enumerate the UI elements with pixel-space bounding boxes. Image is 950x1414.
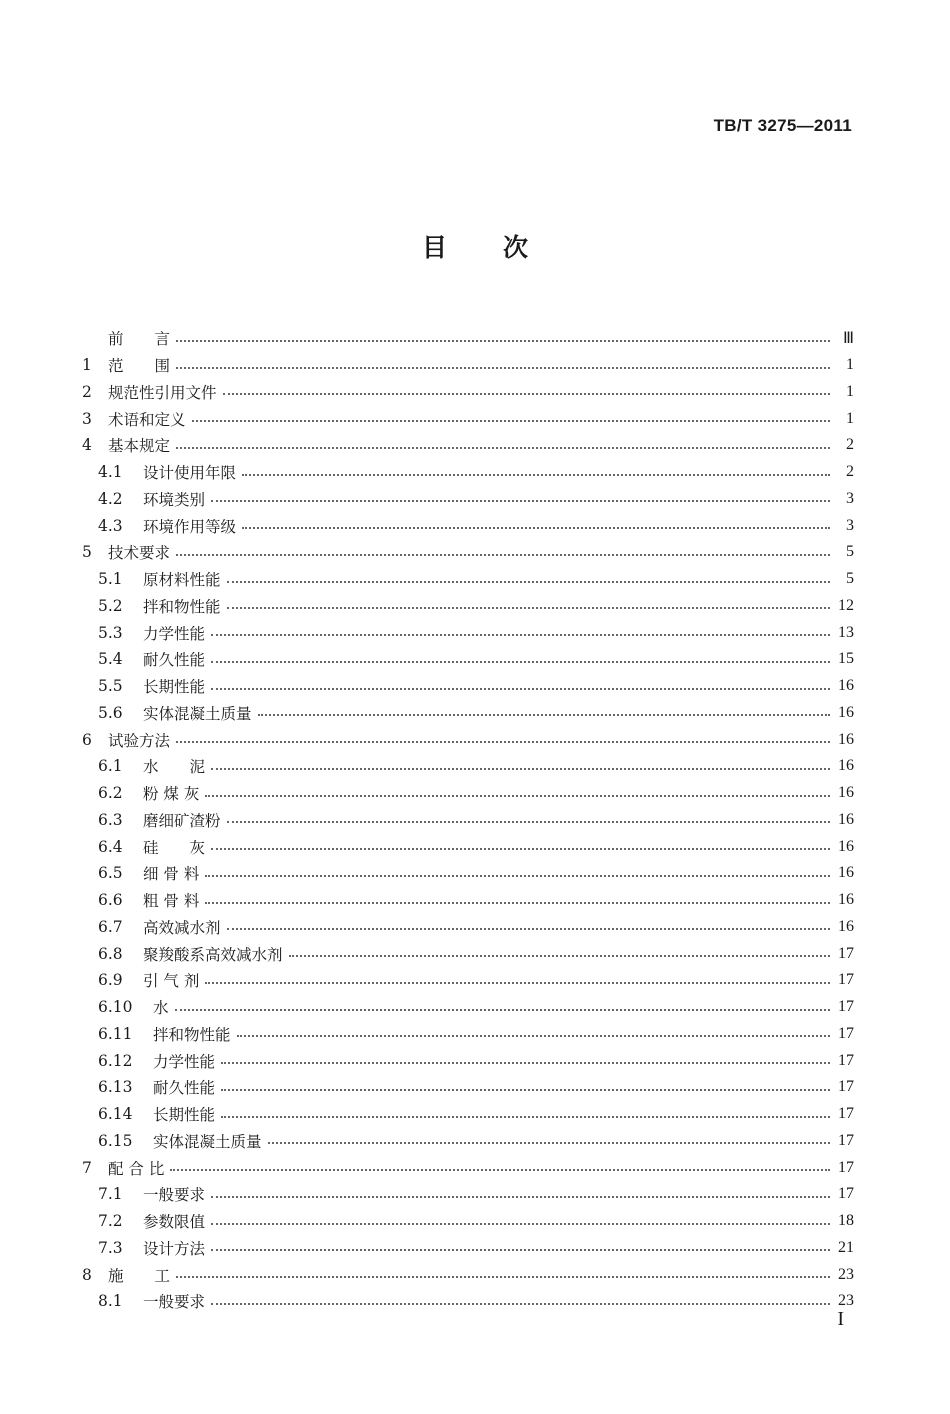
section-number: 6.7 — [98, 917, 123, 936]
section-title: 参数限值 — [143, 1213, 206, 1232]
toc-entry[interactable] — [82, 459, 854, 486]
toc-entry[interactable] — [82, 566, 854, 593]
toc-entry[interactable] — [82, 432, 854, 459]
toc-entry[interactable] — [82, 1047, 854, 1074]
section-number: 6.2 — [98, 784, 123, 803]
dot-leader — [205, 901, 830, 904]
page-ref: 17 — [838, 1105, 854, 1123]
section-title: 高效减水剂 — [143, 918, 221, 937]
page-ref: 16 — [838, 917, 854, 935]
section-number: 5.6 — [98, 703, 123, 722]
section-number: 4.3 — [98, 516, 123, 535]
section-title: 长期性能 — [153, 1106, 216, 1125]
section-title: 硅 灰 — [143, 838, 206, 857]
document-code: TB/T 3275—2011 — [713, 116, 852, 135]
section-title: 拌和物性能 — [143, 597, 221, 616]
toc-entry[interactable] — [82, 646, 854, 673]
section-title: 聚羧酸系高效减水剂 — [143, 945, 283, 964]
dot-leader — [176, 366, 830, 369]
page-ref: 17 — [838, 1131, 854, 1149]
section-number: 6.4 — [98, 837, 123, 856]
dot-leader — [176, 1275, 830, 1278]
toc-entry[interactable] — [82, 860, 854, 887]
page-ref: 17 — [838, 944, 854, 962]
section-number: 4.2 — [98, 489, 123, 508]
section-number: 6.5 — [98, 864, 123, 883]
page-ref: 16 — [838, 784, 854, 802]
dot-leader — [221, 1061, 830, 1064]
toc-entry[interactable] — [82, 833, 854, 860]
dot-leader — [211, 499, 830, 502]
page-ref: 17 — [838, 998, 854, 1016]
dot-leader — [205, 981, 830, 984]
dot-leader — [268, 1141, 830, 1144]
section-title: 原材料性能 — [143, 571, 221, 590]
section-number: 6.11 — [98, 1024, 133, 1043]
page-ref: 3 — [846, 516, 854, 534]
dot-leader — [227, 820, 830, 823]
page-ref: 17 — [838, 1185, 854, 1203]
section-title: 技术要求 — [108, 544, 171, 563]
page-ref: 16 — [838, 757, 854, 775]
page-ref: 17 — [838, 1078, 854, 1096]
section-title: 设计方法 — [143, 1239, 206, 1258]
page-ref: 2 — [846, 436, 854, 454]
page-ref: Ⅲ — [842, 330, 854, 348]
dot-leader — [176, 553, 830, 556]
toc-entry[interactable] — [82, 1261, 854, 1288]
page-ref: 15 — [838, 650, 854, 668]
section-number: 6.15 — [98, 1131, 133, 1150]
section-title: 试验方法 — [108, 731, 171, 750]
page-ref: 17 — [838, 1024, 854, 1042]
section-title: 规范性引用文件 — [108, 383, 217, 402]
page-ref: 3 — [846, 489, 854, 507]
section-title: 范 围 — [108, 357, 171, 376]
section-number: 6.8 — [98, 944, 123, 963]
section-title: 一般要求 — [143, 1293, 206, 1312]
dot-leader — [242, 526, 830, 529]
dot-leader — [211, 687, 830, 690]
section-title: 实体混凝土质量 — [153, 1132, 262, 1151]
section-number: 6.1 — [98, 757, 123, 776]
dot-leader — [223, 392, 830, 395]
toc-entry[interactable] — [82, 1235, 854, 1262]
page-ref: 13 — [838, 623, 854, 641]
section-title: 粉 煤 灰 — [143, 785, 200, 804]
toc-entry[interactable] — [82, 940, 854, 967]
page-ref: 23 — [838, 1265, 854, 1283]
section-number: 6.13 — [98, 1078, 133, 1097]
toc-entry[interactable] — [82, 593, 854, 620]
page-ref: 16 — [838, 810, 854, 828]
section-number: 5.1 — [98, 570, 123, 589]
section-number: 4.1 — [98, 463, 123, 482]
section-title: 粗 骨 料 — [143, 892, 200, 911]
dot-leader — [258, 713, 830, 716]
dot-leader — [211, 633, 830, 636]
toc-entry[interactable] — [82, 1208, 854, 1235]
toc-entry[interactable] — [82, 1128, 854, 1155]
dot-leader — [221, 1115, 830, 1118]
section-title: 环境类别 — [143, 490, 206, 509]
dot-leader — [176, 339, 830, 342]
toc-entry[interactable] — [82, 1288, 854, 1315]
dot-leader — [237, 1034, 830, 1037]
section-number: 7.3 — [98, 1238, 123, 1257]
page-ref: 16 — [838, 703, 854, 721]
section-title: 水 — [153, 999, 169, 1018]
dot-leader — [227, 580, 830, 583]
section-title: 实体混凝土质量 — [143, 704, 252, 723]
section-title: 拌和物性能 — [153, 1025, 231, 1044]
toc-entry[interactable] — [82, 486, 854, 513]
dot-leader — [211, 847, 830, 850]
section-title: 环境作用等级 — [143, 517, 237, 536]
section-number: 4 — [82, 436, 92, 455]
page-ref: 16 — [838, 864, 854, 882]
section-title: 细 骨 料 — [143, 865, 200, 884]
section-title: 配 合 比 — [108, 1159, 165, 1178]
section-title: 一般要求 — [143, 1186, 206, 1205]
dot-leader — [211, 1222, 830, 1225]
section-number: 5.2 — [98, 596, 123, 615]
page-ref: 17 — [838, 1051, 854, 1069]
page-ref: 1 — [846, 409, 854, 427]
dot-leader — [227, 927, 830, 930]
page-ref: 16 — [838, 837, 854, 855]
dot-leader — [242, 473, 830, 476]
dot-leader — [227, 606, 830, 609]
section-number: 6.14 — [98, 1105, 133, 1124]
section-number: 1 — [82, 356, 92, 375]
section-title: 前 言 — [108, 330, 171, 349]
section-number: 5.3 — [98, 623, 123, 642]
dot-leader — [176, 740, 830, 743]
toc-entry[interactable] — [82, 1154, 854, 1181]
dot-leader — [221, 1088, 830, 1091]
section-number: 7.2 — [98, 1212, 123, 1231]
page-title — [0, 228, 950, 264]
toc-entry[interactable] — [82, 325, 854, 352]
section-number: 5.5 — [98, 677, 123, 696]
table-of-contents — [82, 325, 854, 1315]
page-ref: 5 — [846, 543, 854, 561]
dot-leader — [289, 954, 830, 957]
dot-leader — [205, 794, 830, 797]
section-number: 5 — [82, 543, 92, 562]
section-number: 2 — [82, 382, 92, 401]
dot-leader — [170, 1168, 830, 1171]
dot-leader — [192, 419, 830, 422]
toc-entry[interactable] — [82, 914, 854, 941]
section-title: 耐久性能 — [153, 1079, 216, 1098]
page-ref: 17 — [838, 971, 854, 989]
title-char: 目 — [421, 233, 447, 262]
page-number: I — [837, 1308, 844, 1330]
dot-leader — [211, 1195, 830, 1198]
page-ref: 12 — [838, 596, 854, 614]
page-ref: 16 — [838, 677, 854, 695]
section-number: 8.1 — [98, 1292, 123, 1311]
page-ref: 16 — [838, 730, 854, 748]
toc-entry[interactable] — [82, 512, 854, 539]
section-number: 7.1 — [98, 1185, 123, 1204]
toc-entry[interactable] — [82, 967, 854, 994]
toc-entry[interactable] — [82, 700, 854, 727]
section-number: 6.12 — [98, 1051, 133, 1070]
section-title: 长期性能 — [143, 678, 206, 697]
section-title: 基本规定 — [108, 437, 171, 456]
toc-entry[interactable] — [82, 379, 854, 406]
section-title: 水 泥 — [143, 758, 206, 777]
section-number: 3 — [82, 409, 92, 428]
section-number: 7 — [82, 1158, 92, 1177]
section-title: 引 气 剂 — [143, 972, 200, 991]
section-title: 磨细矿渣粉 — [143, 811, 221, 830]
toc-entry[interactable] — [82, 994, 854, 1021]
toc-entry[interactable] — [82, 352, 854, 379]
section-number: 6.9 — [98, 971, 123, 990]
dot-leader — [211, 767, 830, 770]
toc-entry[interactable] — [82, 780, 854, 807]
section-title: 设计使用年限 — [143, 464, 237, 483]
toc-entry[interactable] — [82, 405, 854, 432]
dot-leader — [211, 1248, 830, 1251]
title-char: 次 — [503, 233, 529, 262]
toc-entry[interactable] — [82, 619, 854, 646]
section-title: 力学性能 — [153, 1052, 216, 1071]
section-title: 术语和定义 — [108, 410, 186, 429]
section-number: 6.10 — [98, 998, 133, 1017]
section-title: 力学性能 — [143, 624, 206, 643]
toc-entry[interactable] — [82, 1181, 854, 1208]
page-ref: 18 — [838, 1212, 854, 1230]
page-ref: 21 — [838, 1238, 854, 1256]
dot-leader — [205, 874, 830, 877]
page-ref: 23 — [838, 1292, 854, 1310]
page-ref: 1 — [846, 356, 854, 374]
dot-leader — [211, 1302, 830, 1305]
dot-leader — [175, 1008, 830, 1011]
section-number: 6.6 — [98, 891, 123, 910]
toc-entry[interactable] — [82, 1074, 854, 1101]
section-number: 6 — [82, 730, 92, 749]
toc-entry[interactable] — [82, 807, 854, 834]
page-ref: 2 — [846, 463, 854, 481]
section-title: 耐久性能 — [143, 651, 206, 670]
toc-entry[interactable] — [82, 539, 854, 566]
toc-entry[interactable] — [82, 673, 854, 700]
toc-entry[interactable] — [82, 753, 854, 780]
toc-entry[interactable] — [82, 726, 854, 753]
section-title: 施 工 — [108, 1266, 171, 1285]
page-ref: 5 — [846, 570, 854, 588]
page-ref: 17 — [838, 1158, 854, 1176]
section-number: 5.4 — [98, 650, 123, 669]
toc-entry[interactable] — [82, 1101, 854, 1128]
section-number: 6.3 — [98, 810, 123, 829]
section-number: 8 — [82, 1265, 92, 1284]
dot-leader — [211, 660, 830, 663]
dot-leader — [176, 446, 830, 449]
page-ref: 1 — [846, 382, 854, 400]
toc-entry[interactable] — [82, 887, 854, 914]
page-ref: 16 — [838, 891, 854, 909]
toc-entry[interactable] — [82, 1021, 854, 1048]
